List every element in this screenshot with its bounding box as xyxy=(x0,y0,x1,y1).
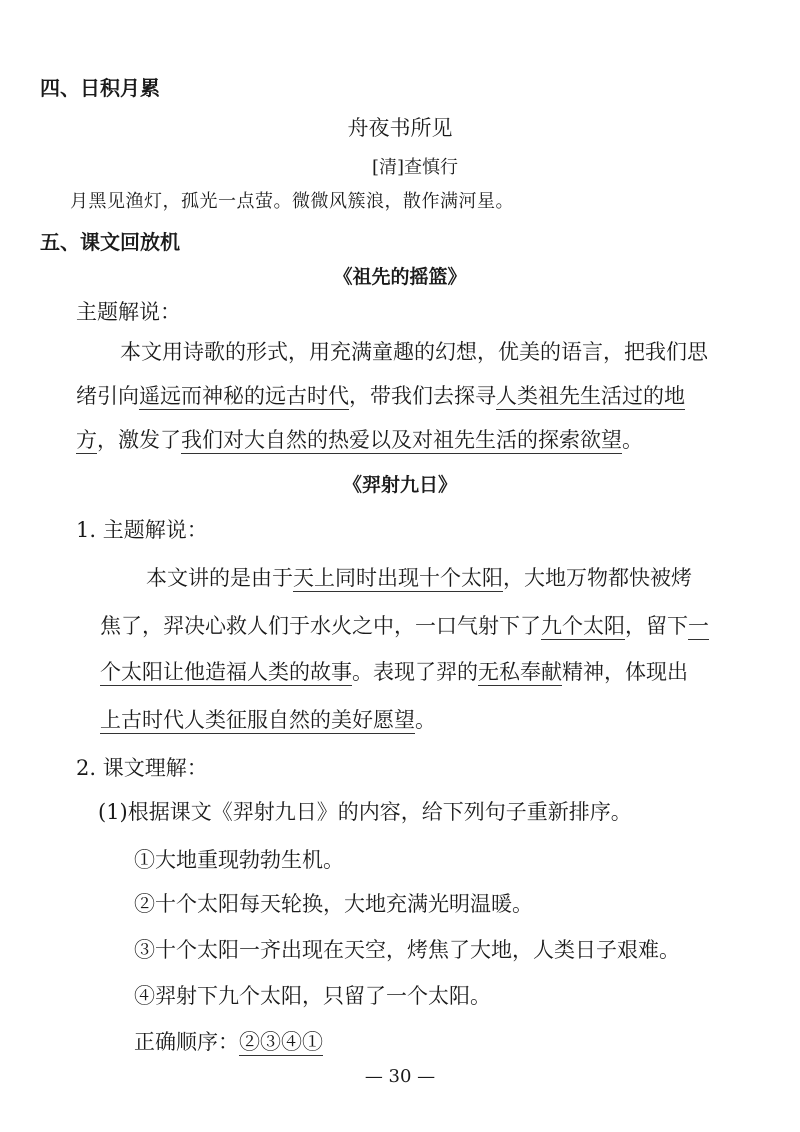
underlined-phrase: 九个太阳 xyxy=(541,614,625,638)
underlined-phrase: 我们对大自然的热爱以及对祖先生活的探索欲望 xyxy=(181,428,622,452)
lesson-2-paragraph-line-2: 焦了，羿决心救人们于水火之中，一口气射下了九个太阳，留下一 xyxy=(100,614,709,638)
lesson-1-paragraph-line-1: 本文用诗歌的形式，用充满童趣的幻想，优美的语言，把我们思 xyxy=(120,340,708,364)
underlined-phrase: 一 xyxy=(688,614,709,638)
answer-line xyxy=(134,1026,323,1056)
underlined-phrase: 人类祖先生活过的地 xyxy=(496,384,685,408)
lesson-2-paragraph-line-1: 本文讲的是由于天上同时出现十个太阳，大地万物都快被烤 xyxy=(146,566,692,590)
lesson-1-title: 《祖先的摇篮》 xyxy=(333,266,467,288)
answer-value: ②③④① xyxy=(239,1030,323,1054)
page-number: — 30 — xyxy=(364,1066,436,1087)
underlined-phrase: 天上同时出现十个太阳 xyxy=(293,566,503,590)
answer-label: 正确顺序： xyxy=(134,1030,239,1054)
underlined-phrase: 无私奉献 xyxy=(478,660,562,684)
section-5-heading: 五、课文回放机 xyxy=(40,230,180,254)
poem-title: 舟夜书所见 xyxy=(347,116,453,140)
lesson-2-paragraph-line-4: 上古时代人类征服自然的美好愿望。 xyxy=(100,708,436,732)
sentence-item: ④羿射下九个太阳，只留了一个太阳。 xyxy=(134,984,491,1008)
lesson-2-paragraph-line-3: 个太阳让他造福人类的故事。表现了羿的无私奉献精神，体现出 xyxy=(100,660,688,684)
underlined-phrase: 上古时代人类征服自然的美好愿望 xyxy=(100,708,415,732)
lesson-2-q1-label: 1. 主题解说： xyxy=(76,518,208,542)
poem-text: 月黑见渔灯，孤光一点萤。微微风簇浪，散作满河星。 xyxy=(70,191,514,212)
underlined-phrase: 遥远而神秘的远古时代 xyxy=(139,384,349,408)
sentence-item: ③十个太阳一齐出现在天空，烤焦了大地，人类日子艰难。 xyxy=(134,938,680,962)
question-2-1: (1)根据课文《羿射九日》的内容，给下列句子重新排序。 xyxy=(98,800,632,824)
sentence-item: ①大地重现勃勃生机。 xyxy=(134,848,344,872)
section-4-heading: 四、日积月累 xyxy=(40,76,160,100)
underlined-phrase: 个太阳让他造福人类的故事 xyxy=(100,660,352,684)
poem-author: [清]查慎行 xyxy=(371,157,459,178)
sentence-item: ②十个太阳每天轮换，大地充满光明温暖。 xyxy=(134,892,533,916)
lesson-1-theme-label: 主题解说： xyxy=(76,300,181,324)
underlined-phrase: 方 xyxy=(76,428,97,452)
lesson-1-paragraph-line-2: 绪引向遥远而神秘的远古时代，带我们去探寻人类祖先生活过的地 xyxy=(76,384,685,408)
lesson-2-q2-label: 2. 课文理解： xyxy=(76,756,208,780)
lesson-1-paragraph-line-3: 方，激发了我们对大自然的热爱以及对祖先生活的探索欲望。 xyxy=(76,428,643,452)
lesson-2-title: 《羿射九日》 xyxy=(342,474,457,496)
